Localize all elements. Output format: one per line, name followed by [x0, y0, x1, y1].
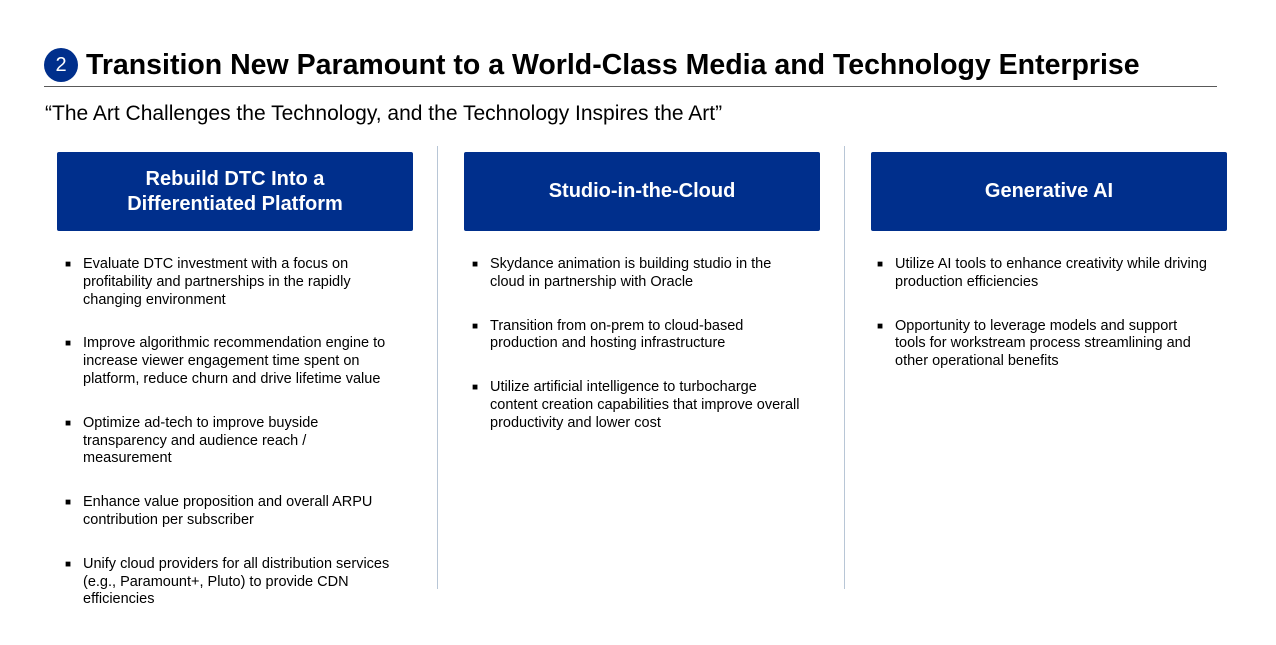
list-item-text: Evaluate DTC investment with a focus on profitability and partnerships in the rapidly changing environment — [83, 256, 351, 308]
list-item — [57, 556, 397, 609]
list-item-text: Utilize artificial intelligence to turbocharge content creation capabilities that improve overall productivity and lower cost — [490, 379, 800, 431]
list-item — [464, 256, 804, 292]
list-item-text: Utilize AI tools to enhance creativity while driving production efficiencies — [895, 256, 1207, 290]
bullet-marker-icon: ■ — [65, 417, 72, 429]
list-item — [869, 256, 1209, 292]
bullet-marker-icon: ■ — [877, 259, 884, 270]
quote-subtitle: “The Art Challenges the Technology, and the Technology Inspires the Art” — [45, 102, 723, 125]
list-item — [464, 318, 804, 354]
bullet-list-rebuild-dtc — [57, 256, 397, 635]
bullet-marker-icon: ■ — [472, 382, 479, 394]
list-item-text: Skydance animation is building studio in the cloud in partnership with Oracle — [490, 256, 772, 290]
list-item — [464, 379, 804, 432]
list-item-text: Opportunity to leverage models and support tools for workstream process streamlining and other operational benefits — [895, 317, 1191, 370]
bullet-marker-icon: ■ — [472, 259, 479, 270]
list-item-text: Improve algorithmic recommendation engine to increase viewer engagement time spent on platform, reduce churn and drive lifetime value — [83, 335, 386, 387]
column-divider-2 — [844, 146, 845, 589]
list-item — [869, 318, 1209, 371]
bullet-marker-icon: ■ — [65, 558, 72, 570]
bullet-marker-icon: ■ — [65, 338, 72, 350]
column-title: Rebuild DTC Into a Differentiated Platform — [127, 167, 343, 215]
list-item-text: Optimize ad-tech to improve buyside transparency and audience reach / measurement — [83, 414, 319, 467]
bullet-marker-icon: ■ — [65, 259, 72, 270]
bullet-marker-icon: ■ — [877, 320, 884, 332]
bullet-list-studio-in-the-cloud — [464, 256, 804, 459]
list-item — [57, 415, 397, 468]
column-title: Generative AI — [984, 180, 1114, 202]
column-header-rebuild-dtc — [57, 152, 413, 231]
list-item — [57, 256, 397, 309]
bullet-marker-icon: ■ — [472, 320, 479, 332]
page-title: Transition New Paramount to a World-Class Media and Technology Enterprise — [86, 49, 1140, 81]
title-bar — [44, 46, 1217, 87]
bullet-list-generative-ai — [869, 256, 1209, 397]
list-item — [57, 335, 397, 388]
list-item-text: Unify cloud providers for all distribution services (e.g., Paramount+, Pluto) to provide CDN efficiencies — [83, 555, 390, 608]
column-header-generative-ai — [871, 152, 1227, 231]
column-title: Studio-in-the-Cloud — [548, 180, 736, 202]
bullet-marker-icon: ■ — [65, 497, 72, 509]
column-header-studio-in-the-cloud — [464, 152, 820, 231]
section-number-badge: 2 — [44, 48, 78, 82]
list-item — [57, 494, 397, 530]
column-divider-1 — [437, 146, 438, 589]
list-item-text: Enhance value proposition and overall ARPU contribution per subscriber — [83, 494, 373, 528]
list-item-text: Transition from on-prem to cloud-based production and hosting infrastructure — [490, 317, 744, 352]
